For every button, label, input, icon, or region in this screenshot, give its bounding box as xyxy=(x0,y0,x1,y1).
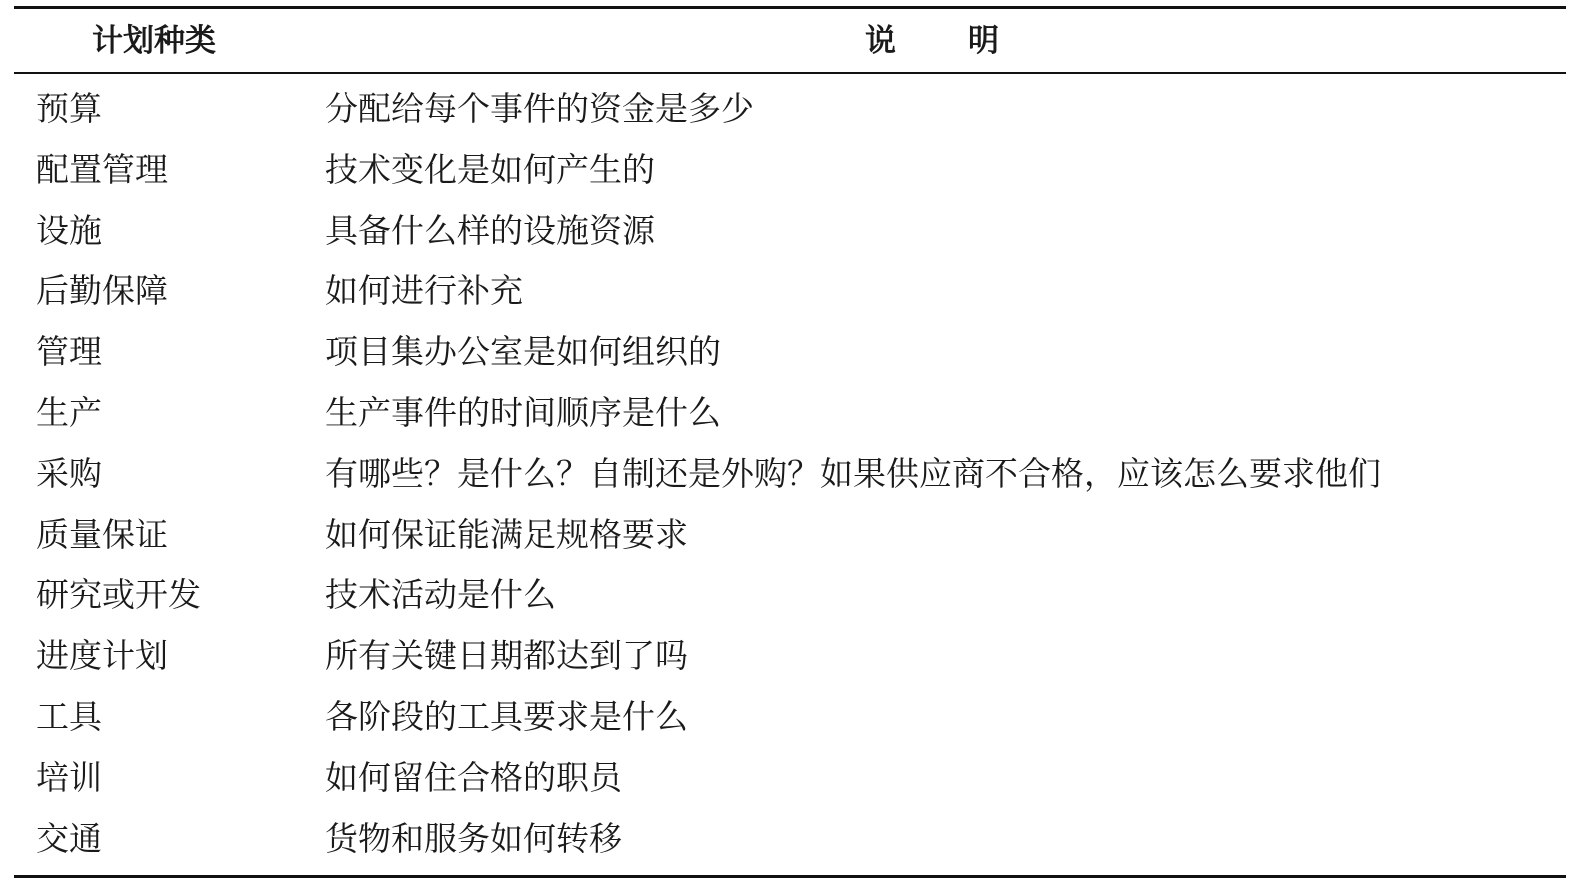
table-row xyxy=(14,505,1566,566)
row-category: 后勤保障 xyxy=(36,271,168,311)
row-category: 采购 xyxy=(36,453,102,493)
table-row xyxy=(14,748,1566,809)
row-category: 预算 xyxy=(36,89,102,128)
row-description: 如何留住合格的职员 xyxy=(325,757,622,797)
row-description: 货物和服务如何转移 xyxy=(325,818,622,858)
table-bottom-rule xyxy=(14,875,1566,878)
row-category: 生产 xyxy=(36,392,102,432)
row-description: 技术变化是如何产生的 xyxy=(325,149,655,189)
row-category: 进度计划 xyxy=(36,636,168,676)
row-description: 具备什么样的设施资源 xyxy=(325,210,655,250)
table-row xyxy=(14,140,1566,201)
header-category: 计划种类 xyxy=(92,23,216,59)
row-category: 研究或开发 xyxy=(36,575,201,615)
row-category: 质量保证 xyxy=(36,514,168,554)
table-header xyxy=(14,9,1566,72)
table-row xyxy=(14,626,1566,687)
table-row xyxy=(14,261,1566,322)
table-row xyxy=(14,322,1566,383)
table-row xyxy=(14,687,1566,748)
plan-types-table xyxy=(14,6,1566,878)
row-description: 生产事件的时间顺序是什么 xyxy=(325,392,721,432)
table-row xyxy=(14,383,1566,444)
row-category: 培训 xyxy=(36,757,102,797)
row-category: 工具 xyxy=(36,696,102,736)
header-description xyxy=(865,23,999,59)
table-row xyxy=(14,444,1566,505)
row-description: 如何保证能满足规格要求 xyxy=(325,514,688,554)
row-description: 如何进行补充 xyxy=(325,271,523,311)
table-row xyxy=(14,201,1566,262)
row-description: 所有关键日期都达到了吗 xyxy=(325,636,688,676)
row-category: 设施 xyxy=(36,210,102,250)
row-description: 各阶段的工具要求是什么 xyxy=(325,696,688,736)
row-description: 项目集办公室是如何组织的 xyxy=(325,332,721,372)
row-category: 配置管理 xyxy=(36,149,168,189)
table-row xyxy=(14,565,1566,626)
table-body xyxy=(14,74,1566,875)
row-description: 技术活动是什么 xyxy=(325,575,556,615)
row-category: 管理 xyxy=(36,332,102,372)
row-category: 交通 xyxy=(36,818,102,858)
table-row xyxy=(14,809,1566,870)
row-description: 有哪些？是什么？自制还是外购？如果供应商不合格，应该怎么要求他们 xyxy=(325,453,1381,493)
table-row xyxy=(14,79,1566,140)
row-description: 分配给每个事件的资金是多少 xyxy=(325,89,754,128)
header-description-part2: 明 xyxy=(968,23,999,59)
header-description-part1: 说 xyxy=(865,23,896,59)
